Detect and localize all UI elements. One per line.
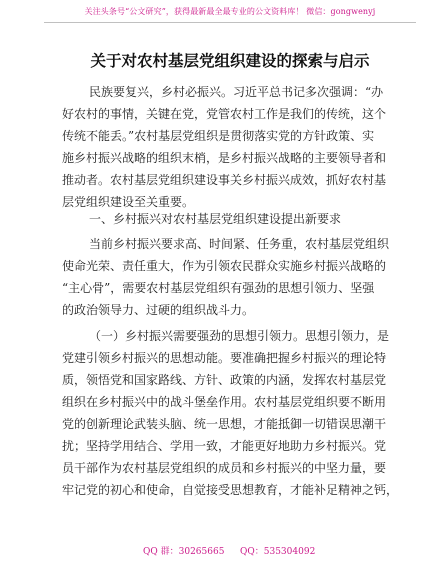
paragraph-line: 党建引领乡村振兴的思想动能。要准确把握乡村振兴的理论特 (62, 351, 387, 365)
paragraph-line: 党的创新理论武装头脑、统一思想，才能抵御一切错误思潮干 (62, 417, 387, 431)
paragraph-line: 施乡村振兴战略的组织末梢，是乡村振兴战略的主要领导者和 (62, 151, 387, 165)
paragraph-line: 质，领悟党和国家路线、方针、政策的内涵，发挥农村基层党 (62, 373, 387, 387)
paragraph-line: 层党组织建设至关重要。 (62, 195, 195, 209)
paragraph-line: 推动者。农村基层党组织建设事关乡村振兴成效，抓好农村基 (62, 173, 387, 187)
paragraph-line: “主心骨”，需要农村基层党组织有强劲的思想引领力、坚强 (62, 281, 375, 295)
subsection-lead-line: （一）乡村振兴需要强劲的思想引领力。思想引领力，是 (89, 329, 390, 343)
paragraph-line: 扰；坚持学用结合、学用一致，才能更好地助力乡村振兴。党 (62, 439, 387, 453)
footer-qq-number: QQ：535304092 (240, 547, 316, 557)
top-notice: 关注头条号“公文研究”，获得最新最全最专业的公文资料库！ 微信：gongwenyj (84, 7, 376, 16)
paragraph-line: 好农村的事情，关键在党，党管农村工作是我们的传统，这个 (62, 107, 387, 121)
header-divider (44, 22, 416, 23)
paragraph-line: 使命光荣、责任重大，作为引领农民群众实施乡村振兴战略的 (62, 259, 387, 273)
footer-qq-group: QQ 群：30265665 (143, 547, 225, 557)
section-heading: 一、乡村振兴对农村基层党组织建设提出新要求 (89, 212, 342, 226)
paragraph-line: 员干部作为农村基层党组织的成员和乡村振兴的中坚力量，要 (62, 461, 387, 475)
paragraph-line: 传统不能丢。”农村基层党组织是贯彻落实党的方针政策、实 (62, 129, 375, 143)
document-title: 关于对农村基层党组织建设的探索与启示 (90, 52, 370, 70)
paragraph-line: 组织在乡村振兴中的战斗堡垒作用。农村基层党组织要不断用 (62, 395, 387, 409)
paragraph-line: 牢记党的初心和使命，自觉接受思想教育，才能补足精神之钙， (62, 483, 399, 497)
paragraph-line: 当前乡村振兴要求高、时间紧、任务重，农村基层党组织 (89, 237, 390, 251)
paragraph-line: 民族要复兴，乡村必振兴。习近平总书记多次强调：“办 (89, 85, 384, 99)
paragraph-line: 的政治领导力、过硬的组织战斗力。 (62, 303, 255, 317)
